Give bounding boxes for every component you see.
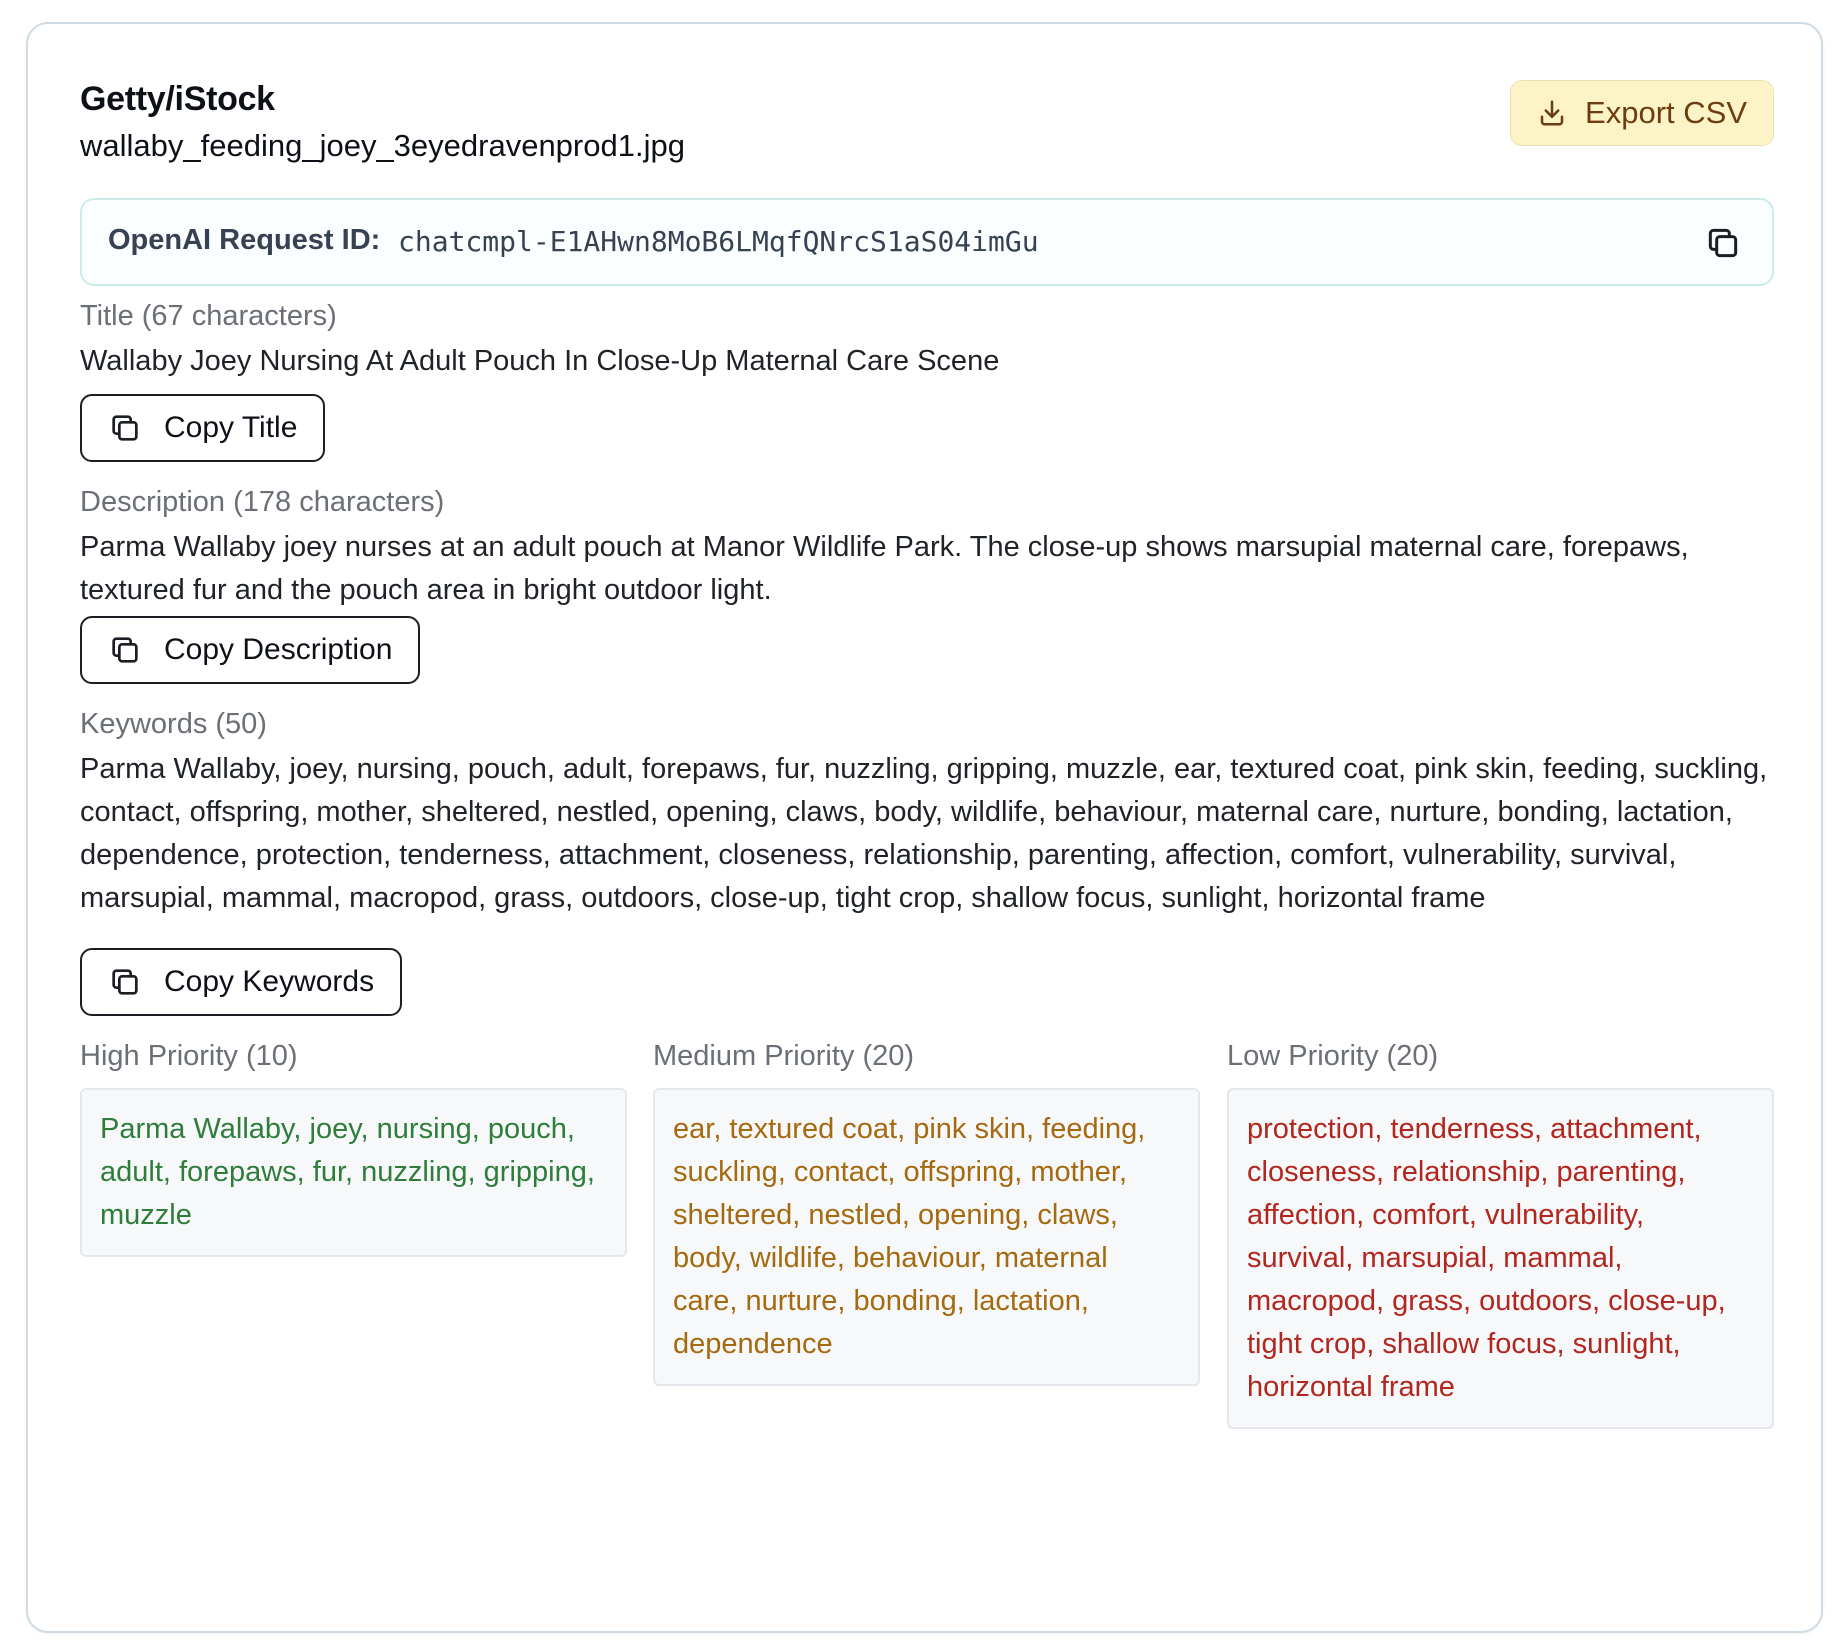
low-priority-column <box>1227 1040 1774 1429</box>
copy-keywords-label: Copy Keywords <box>164 965 375 998</box>
description-text: Parma Wallaby joey nurses at an adult pouch at Manor Wildlife Park. The close-up shows marsupial maternal care, forepaws, textured fur and the pouch area in bright outdoor light. <box>80 531 1689 606</box>
file-name: wallaby_feeding_joey_3eyedravenprod1.jpg <box>80 128 685 163</box>
medium-priority-keywords: ear, textured coat, pink skin, feeding, suckling, contact, offspring, mother, sheltered, nestled, opening, claws, body, wildlife, behaviour, maternal care, nurture, bonding, lactation, dependence <box>653 1088 1200 1386</box>
copy-title-label: Copy Title <box>164 411 298 444</box>
export-csv-button[interactable] <box>1510 80 1774 146</box>
high-priority-keywords: Parma Wallaby, joey, nursing, pouch, adult, forepaws, fur, nuzzling, gripping, muzzle <box>80 1088 627 1257</box>
medium-priority-label: Medium Priority (20) <box>653 1040 915 1072</box>
copy-description-label: Copy Description <box>164 633 393 666</box>
copy-title-button[interactable] <box>80 394 325 462</box>
low-priority-keywords: protection, tenderness, attachment, closeness, relationship, parenting, affection, comfort, vulnerability, survival, marsupial, mammal, macropod, grass, outdoors, close-up, tight crop, shallow focus, sunlight, horizontal frame <box>1227 1088 1774 1429</box>
copy-icon <box>108 633 142 667</box>
keywords-label: Keywords (50) <box>80 708 267 740</box>
high-priority-column <box>80 1040 627 1257</box>
request-id-value: chatcmpl-E1AHwn8MoB6LMqfQNrcS1aS04imGu <box>398 225 1039 258</box>
source-name: Getty/iStock <box>80 80 275 118</box>
download-icon <box>1537 98 1567 128</box>
copy-description-button[interactable] <box>80 616 420 684</box>
copy-icon <box>108 411 142 445</box>
card-header <box>80 80 1774 190</box>
description-label: Description (178 characters) <box>80 486 445 518</box>
copy-icon <box>108 965 142 999</box>
request-id-box <box>80 198 1774 286</box>
title-text: Wallaby Joey Nursing At Adult Pouch In Close-Up Maternal Care Scene <box>80 345 1000 377</box>
high-priority-label: High Priority (10) <box>80 1040 298 1072</box>
request-id-label: OpenAI Request ID: <box>108 224 381 256</box>
export-csv-label: Export CSV <box>1585 95 1747 130</box>
low-priority-label: Low Priority (20) <box>1227 1040 1439 1072</box>
keywords-text: Parma Wallaby, joey, nursing, pouch, adult, forepaws, fur, nuzzling, gripping, muzzle, ear, textured coat, pink skin, feeding, suckling, contact, offspring, mother, sheltered, nestled, opening, claws, body, wildlife, behaviour, maternal care, nurture, bonding, lactation, dependence, protection, tenderness, attachment, closeness, relationship, parenting, affection, comfort, vulnerability, survival, marsupial, mammal, macropod, grass, outdoors, close-up, tight crop, shallow focus, sunlight, horizontal frame <box>80 753 1768 914</box>
title-label: Title (67 characters) <box>80 300 337 332</box>
medium-priority-column <box>653 1040 1200 1386</box>
result-card <box>26 22 1823 1633</box>
copy-icon[interactable] <box>1704 224 1742 262</box>
copy-keywords-button[interactable] <box>80 948 402 1016</box>
